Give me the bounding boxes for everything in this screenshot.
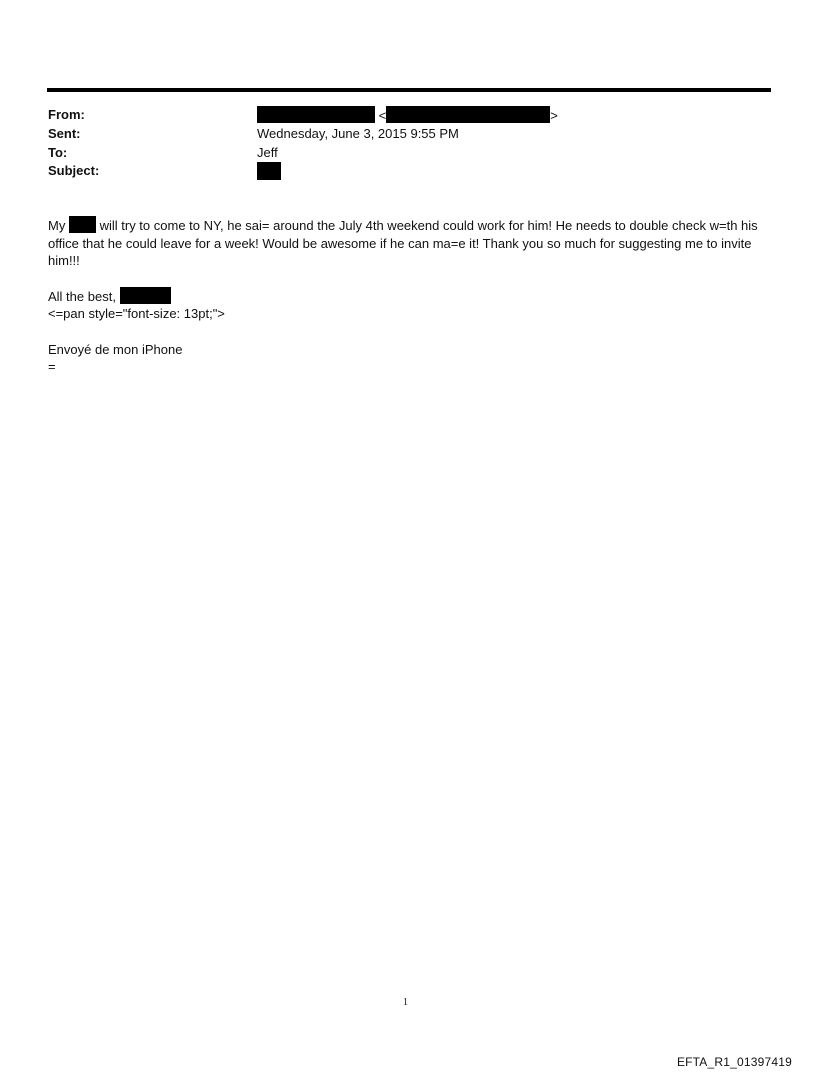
sent-label: Sent: (48, 126, 81, 141)
signoff-line (48, 287, 772, 306)
email-body-paragraph (48, 216, 772, 270)
sent-value: Wednesday, June 3, 2015 9:55 PM (257, 126, 459, 141)
from-lt: < (378, 108, 387, 123)
header-rule (47, 88, 771, 92)
from-label: From: (48, 107, 85, 122)
body-start: My (48, 218, 66, 233)
to-label: To: (48, 145, 68, 160)
redaction-block (257, 106, 375, 123)
document-id: EFTA_R1_01397419 (676, 1055, 792, 1069)
signoff: All the best, (48, 289, 116, 304)
trailing-equals: = (48, 359, 56, 374)
from-gt: > (550, 108, 558, 123)
redaction-block (386, 106, 550, 123)
signature: Envoyé de mon iPhone (48, 342, 183, 357)
redaction-block (257, 162, 281, 180)
from-value (257, 106, 558, 125)
subject-label: Subject: (48, 163, 100, 178)
subject-value (257, 162, 281, 182)
body-text: will try to come to NY, he sai= around the July 4th weekend could work for him! He needs to double check w=th his office that he could leave for a week! Would be awesome if he can ma=e it! Thank you so much for suggesting me to invite him!!! (48, 218, 758, 268)
page-number: 1 (403, 997, 408, 1008)
redaction-block (69, 216, 96, 233)
to-value: Jeff (257, 145, 278, 160)
redaction-block (120, 287, 171, 304)
span-artifact: <=pan style="font-size: 13pt;"> (48, 306, 225, 321)
